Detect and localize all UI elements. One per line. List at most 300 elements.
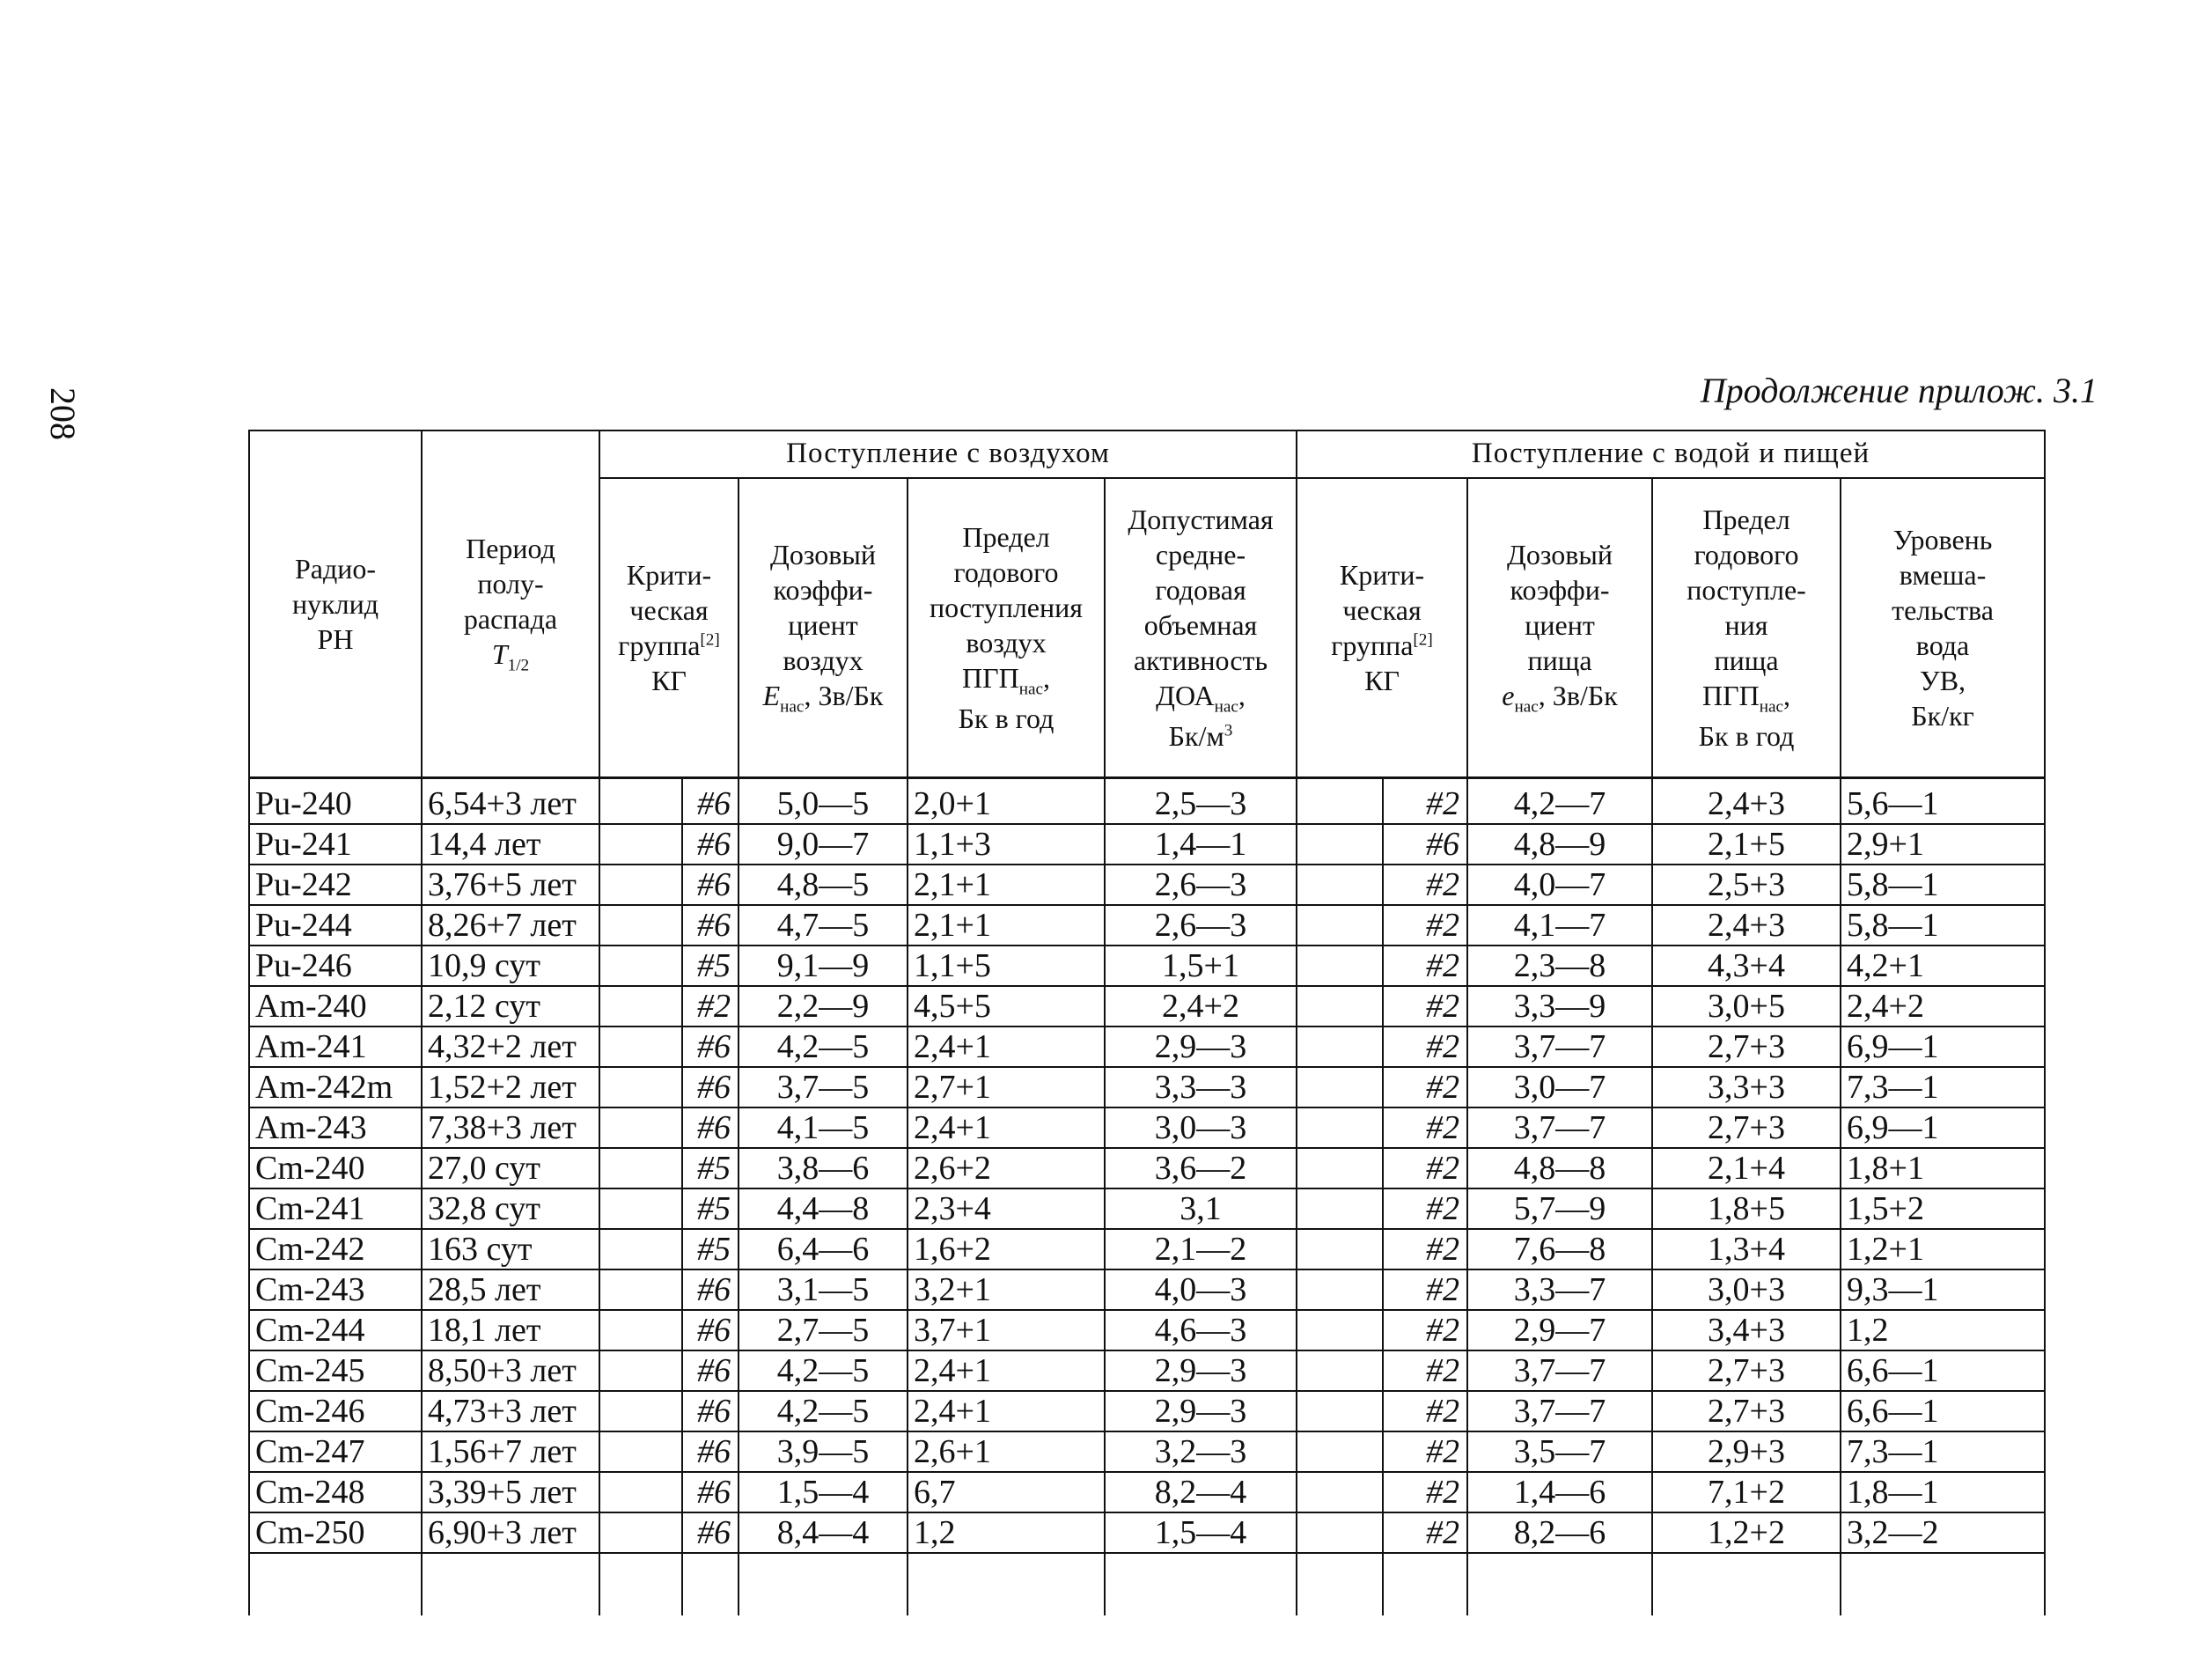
cell-air-dose: 5,0—5 [739, 778, 908, 825]
cell-food-kg: #2 [1383, 1512, 1467, 1553]
cell-air-limit: 2,7+1 [908, 1067, 1105, 1107]
header-air-limit: Предел годового поступления воздух $ПГП_{нас}$, Бк в год [908, 478, 1105, 778]
cell-food-dose: 8,2—6 [1467, 1512, 1652, 1553]
cell-air-kg-gap [599, 1391, 682, 1431]
cell-half-life: 14,4 лет [422, 824, 599, 865]
header-food-kg-l2: ческая [1342, 594, 1422, 626]
cell-food-limit: 3,4+3 [1652, 1310, 1841, 1350]
cell-radionuclide: Pu-241 [249, 824, 422, 865]
cell-air-doa: 3,6—2 [1105, 1148, 1297, 1188]
cell-air-kg-gap [599, 1472, 682, 1512]
cell-food-limit: 7,1+2 [1652, 1472, 1841, 1512]
cell-radionuclide: Cm-241 [249, 1188, 422, 1229]
cell-radionuclide: Cm-243 [249, 1269, 422, 1310]
cell-air-kg: #5 [682, 1188, 739, 1229]
filler-cell [249, 1553, 422, 1615]
cell-radionuclide: Cm-240 [249, 1148, 422, 1188]
filler-cell [1105, 1553, 1297, 1615]
cell-food-kg-gap [1297, 824, 1383, 865]
cell-air-kg: #6 [682, 1269, 739, 1310]
header-radionuclide-l2: нуклид [291, 588, 379, 620]
cell-air-kg-gap [599, 824, 682, 865]
cell-air-dose: 3,8—6 [739, 1148, 908, 1188]
cell-uv: 9,3—1 [1841, 1269, 2045, 1310]
cell-food-kg: #2 [1383, 905, 1467, 946]
table-row [249, 905, 2045, 946]
header-food-limit-l4: ния [1724, 609, 1768, 642]
cell-radionuclide: Pu-244 [249, 905, 422, 946]
header-food-dose-symbol: e [1502, 680, 1515, 712]
cell-air-dose: 4,8—5 [739, 865, 908, 905]
cell-air-kg: #6 [682, 778, 739, 825]
header-air-kg-l2: ческая [629, 594, 709, 626]
cell-food-kg: #2 [1383, 1067, 1467, 1107]
cell-food-kg-gap [1297, 1188, 1383, 1229]
cell-radionuclide: Am-242m [249, 1067, 422, 1107]
cell-air-kg: #5 [682, 946, 739, 986]
cell-food-kg: #2 [1383, 1431, 1467, 1472]
cell-air-kg: #6 [682, 1512, 739, 1553]
cell-food-limit: 2,5+3 [1652, 865, 1841, 905]
cell-air-kg: #6 [682, 1310, 739, 1350]
cell-food-dose: 3,7—7 [1467, 1107, 1652, 1148]
cell-air-kg-gap [599, 865, 682, 905]
cell-uv: 6,6—1 [1841, 1391, 2045, 1431]
filler-cell [1467, 1553, 1652, 1615]
cell-half-life: 3,76+5 лет [422, 865, 599, 905]
cell-air-kg: #6 [682, 824, 739, 865]
cell-air-limit: 2,6+2 [908, 1148, 1105, 1188]
cell-uv: 2,4+2 [1841, 986, 2045, 1026]
header-air-doa-l2: средне- [1155, 539, 1246, 571]
cell-food-kg: #2 [1383, 865, 1467, 905]
cell-food-kg: #2 [1383, 1148, 1467, 1188]
cell-air-kg: #6 [682, 1107, 739, 1148]
cell-uv: 6,9—1 [1841, 1026, 2045, 1067]
cell-air-dose: 4,2—5 [739, 1391, 908, 1431]
cell-food-limit: 4,3+4 [1652, 946, 1841, 986]
header-air-limit-l4: воздух [966, 627, 1047, 659]
cell-food-limit: 2,1+5 [1652, 824, 1841, 865]
header-food-dose-l3: циент [1525, 609, 1595, 642]
cell-air-limit: 3,7+1 [908, 1310, 1105, 1350]
header-uv-l6: Бк/кг [1911, 700, 1974, 732]
cell-half-life: 28,5 лет [422, 1269, 599, 1310]
cell-radionuclide: Cm-246 [249, 1391, 422, 1431]
header-food-dose-l1: Дозовый [1507, 539, 1613, 571]
cell-radionuclide: Cm-244 [249, 1310, 422, 1350]
header-air-doa-l1: Допустимая [1128, 504, 1274, 536]
cell-air-limit: 2,4+1 [908, 1026, 1105, 1067]
cell-half-life: 4,32+2 лет [422, 1026, 599, 1067]
header-air-dose [739, 478, 908, 778]
cell-food-kg: #2 [1383, 1310, 1467, 1350]
cell-food-dose: 4,0—7 [1467, 865, 1652, 905]
filler-cell [908, 1553, 1105, 1615]
cell-food-kg: #2 [1383, 946, 1467, 986]
cell-air-kg-gap [599, 1148, 682, 1188]
cell-air-dose: 4,1—5 [739, 1107, 908, 1148]
header-radionuclide-l1: Радио- [294, 553, 377, 585]
cell-air-limit: 2,4+1 [908, 1391, 1105, 1431]
cell-radionuclide: Pu-242 [249, 865, 422, 905]
header-food-kg-l1: Крити- [1339, 559, 1425, 591]
header-air-dose-sub: нас [780, 697, 805, 717]
table-row [249, 778, 2045, 825]
cell-food-kg: #2 [1383, 1472, 1467, 1512]
header-air-doa-sub: нас [1214, 697, 1238, 717]
cell-uv: 1,5+2 [1841, 1188, 2045, 1229]
table-row [249, 946, 2045, 986]
header-uv-l5: УВ, [1920, 665, 1966, 696]
continuation-caption: Продолжение прилож. 3.1 [1700, 371, 2098, 410]
cell-radionuclide: Pu-246 [249, 946, 422, 986]
table-row [249, 1026, 2045, 1067]
cell-food-limit: 2,7+3 [1652, 1026, 1841, 1067]
cell-air-doa: 2,4+2 [1105, 986, 1297, 1026]
filler-cell [1383, 1553, 1467, 1615]
filler-cell [1652, 1553, 1841, 1615]
filler-cell [599, 1553, 682, 1615]
cell-food-dose: 5,7—9 [1467, 1188, 1652, 1229]
cell-air-doa: 2,1—2 [1105, 1229, 1297, 1269]
table-row [249, 1512, 2045, 1553]
cell-air-kg-gap [599, 1269, 682, 1310]
cell-air-kg-gap [599, 778, 682, 825]
cell-uv: 7,3—1 [1841, 1431, 2045, 1472]
cell-radionuclide: Cm-242 [249, 1229, 422, 1269]
cell-food-kg-gap [1297, 1431, 1383, 1472]
header-half-life-sub: 1/2 [507, 656, 530, 675]
cell-food-dose: 7,6—8 [1467, 1229, 1652, 1269]
header-food-limit-l2: годового [1694, 539, 1799, 571]
cell-air-kg: #6 [682, 905, 739, 946]
header-air-dose-l4: воздух [783, 644, 863, 677]
cell-air-kg-gap [599, 1107, 682, 1148]
cell-air-doa: 2,6—3 [1105, 865, 1297, 905]
header-food-dose-l4: пища [1527, 644, 1592, 677]
cell-half-life: 7,38+3 лет [422, 1107, 599, 1148]
cell-air-kg-gap [599, 905, 682, 946]
table-row [249, 1067, 2045, 1107]
header-uv-l3: тельства [1892, 594, 1994, 626]
cell-air-doa: 8,2—4 [1105, 1472, 1297, 1512]
cell-food-dose: 4,1—7 [1467, 905, 1652, 946]
header-air-kg-l1: Крити- [626, 559, 712, 591]
header-food-limit-l3: поступле- [1687, 574, 1806, 607]
table-row [249, 1188, 2045, 1229]
cell-air-kg: #6 [682, 1391, 739, 1431]
header-air-doa-l3: годовая [1155, 574, 1246, 607]
header-uv-l2: вмеша- [1899, 559, 1987, 591]
cell-air-dose: 2,7—5 [739, 1310, 908, 1350]
header-air-limit-symbol: ПГП [961, 662, 1019, 695]
filler-cell [1841, 1553, 2045, 1615]
cell-air-kg-gap [599, 1026, 682, 1067]
cell-air-doa: 2,9—3 [1105, 1350, 1297, 1391]
cell-food-kg: #2 [1383, 778, 1467, 825]
cell-air-dose: 4,2—5 [739, 1350, 908, 1391]
header-air-dose-symbol: E [762, 680, 781, 712]
cell-radionuclide: Cm-250 [249, 1512, 422, 1553]
cell-uv: 1,8+1 [1841, 1148, 2045, 1188]
cell-food-kg-gap [1297, 1391, 1383, 1431]
cell-air-doa: 2,6—3 [1105, 905, 1297, 946]
cell-food-kg-gap [1297, 1148, 1383, 1188]
cell-uv: 3,2—2 [1841, 1512, 2045, 1553]
cell-uv: 5,6—1 [1841, 778, 2045, 825]
cell-food-limit: 1,3+4 [1652, 1229, 1841, 1269]
header-air-limit-unit: Бк в год [958, 702, 1055, 734]
cell-air-doa: 3,0—3 [1105, 1107, 1297, 1148]
header-half-life-l1: Период [466, 533, 555, 565]
cell-half-life: 2,12 сут [422, 986, 599, 1026]
cell-air-limit: 2,1+1 [908, 905, 1105, 946]
cell-air-kg: #6 [682, 1472, 739, 1512]
cell-food-limit: 3,0+3 [1652, 1269, 1841, 1310]
cell-half-life: 4,73+3 лет [422, 1391, 599, 1431]
header-air-doa-l4: объемная [1143, 609, 1258, 642]
cell-food-limit: 2,9+3 [1652, 1431, 1841, 1472]
header-food-limit: Предел годового поступле- ния пища $ПГП_{нас}$, Бк в год [1652, 478, 1841, 778]
cell-half-life: 32,8 сут [422, 1188, 599, 1229]
radionuclide-table [248, 430, 2046, 1615]
cell-air-doa: 3,1 [1105, 1188, 1297, 1229]
cell-food-kg: #2 [1383, 1229, 1467, 1269]
cell-half-life: 1,52+2 лет [422, 1067, 599, 1107]
header-half-life-l3: распада [463, 603, 558, 636]
header-half-life-symbol: T [491, 638, 508, 671]
header-air-dose-l1: Дозовый [769, 539, 876, 571]
header-air-doa-sup: 3 [1224, 721, 1233, 740]
header-air-dose-unit: , Зв/Бк [804, 680, 884, 712]
cell-food-kg: #2 [1383, 1269, 1467, 1310]
table-row [249, 1107, 2045, 1148]
header-food-kg-sup: [2] [1413, 630, 1433, 650]
cell-air-kg-gap [599, 1067, 682, 1107]
cell-air-dose: 4,7—5 [739, 905, 908, 946]
cell-food-kg-gap [1297, 1067, 1383, 1107]
table-row [249, 1391, 2045, 1431]
cell-air-dose: 2,2—9 [739, 986, 908, 1026]
cell-air-kg: #6 [682, 1067, 739, 1107]
cell-air-dose: 4,4—8 [739, 1188, 908, 1229]
cell-air-dose: 8,4—4 [739, 1512, 908, 1553]
cell-food-limit: 2,7+3 [1652, 1391, 1841, 1431]
cell-air-dose: 3,1—5 [739, 1269, 908, 1310]
cell-air-limit: 2,1+1 [908, 865, 1105, 905]
cell-air-kg: #5 [682, 1148, 739, 1188]
header-food-kg-abbr: КГ [1364, 665, 1400, 696]
cell-uv: 1,2 [1841, 1310, 2045, 1350]
header-half-life-l2: полу- [477, 568, 544, 600]
header-food-dose-sub: нас [1514, 697, 1539, 717]
cell-food-kg-gap [1297, 1350, 1383, 1391]
cell-uv: 7,3—1 [1841, 1067, 2045, 1107]
header-air-doa-l5: активность [1133, 644, 1268, 677]
header-uv-l4: вода [1915, 629, 1970, 661]
cell-uv: 6,9—1 [1841, 1107, 2045, 1148]
cell-air-dose: 6,4—6 [739, 1229, 908, 1269]
cell-air-dose: 4,2—5 [739, 1026, 908, 1067]
header-radionuclide [249, 430, 422, 778]
cell-air-limit: 1,6+2 [908, 1229, 1105, 1269]
cell-radionuclide: Pu-240 [249, 778, 422, 825]
cell-food-dose: 4,8—8 [1467, 1148, 1652, 1188]
header-food-dose-l2: коэффи- [1510, 574, 1610, 607]
cell-radionuclide: Cm-248 [249, 1472, 422, 1512]
cell-uv: 1,2+1 [1841, 1229, 2045, 1269]
cell-food-dose: 3,7—7 [1467, 1026, 1652, 1067]
header-air-kg-sup: [2] [700, 630, 720, 650]
cell-uv: 5,8—1 [1841, 905, 2045, 946]
header-food-kg [1297, 478, 1467, 778]
cell-half-life: 3,39+5 лет [422, 1472, 599, 1512]
cell-radionuclide: Am-243 [249, 1107, 422, 1148]
cell-food-kg-gap [1297, 865, 1383, 905]
header-air-doa-symbol: ДОА [1156, 680, 1215, 712]
cell-air-dose: 1,5—4 [739, 1472, 908, 1512]
header-half-life [422, 430, 599, 778]
cell-radionuclide: Am-241 [249, 1026, 422, 1067]
cell-air-kg: #6 [682, 865, 739, 905]
header-air-dose-l3: циент [788, 609, 858, 642]
cell-food-dose: 2,3—8 [1467, 946, 1652, 986]
cell-food-kg-gap [1297, 1512, 1383, 1553]
cell-air-doa: 4,6—3 [1105, 1310, 1297, 1350]
cell-air-limit: 2,4+1 [908, 1350, 1105, 1391]
table-body [249, 778, 2045, 1616]
cell-air-limit: 2,3+4 [908, 1188, 1105, 1229]
cell-food-dose: 3,0—7 [1467, 1067, 1652, 1107]
cell-air-doa: 2,9—3 [1105, 1391, 1297, 1431]
cell-food-dose: 3,5—7 [1467, 1431, 1652, 1472]
cell-air-dose: 9,1—9 [739, 946, 908, 986]
cell-air-dose: 3,9—5 [739, 1431, 908, 1472]
header-air-limit-l1: Предел [962, 521, 1050, 554]
cell-food-limit: 3,3+3 [1652, 1067, 1841, 1107]
cell-half-life: 10,9 сут [422, 946, 599, 986]
cell-half-life: 1,56+7 лет [422, 1431, 599, 1472]
table-filler-row [249, 1553, 2045, 1615]
cell-food-limit: 2,1+4 [1652, 1148, 1841, 1188]
cell-air-doa: 1,5+1 [1105, 946, 1297, 986]
header-food-limit-sub: нас [1759, 697, 1784, 717]
header-air-limit-sub: нас [1018, 680, 1044, 699]
table-row [249, 824, 2045, 865]
header-air-kg-l3: группа [618, 629, 701, 661]
table-row [249, 1229, 2045, 1269]
cell-food-kg-gap [1297, 1026, 1383, 1067]
cell-air-kg: #5 [682, 1229, 739, 1269]
cell-air-limit: 2,4+1 [908, 1107, 1105, 1148]
cell-food-limit: 2,4+3 [1652, 905, 1841, 946]
header-air-group: Поступление с воздухом [599, 430, 1297, 478]
filler-cell [682, 1553, 739, 1615]
cell-food-dose: 3,3—9 [1467, 986, 1652, 1026]
cell-food-kg: #2 [1383, 1391, 1467, 1431]
table-row [249, 986, 2045, 1026]
cell-air-limit: 1,2 [908, 1512, 1105, 1553]
header-uv-l1: Уровень [1892, 524, 1993, 556]
cell-air-limit: 3,2+1 [908, 1269, 1105, 1310]
cell-air-kg-gap [599, 1188, 682, 1229]
cell-food-limit: 1,8+5 [1652, 1188, 1841, 1229]
cell-air-doa: 2,5—3 [1105, 778, 1297, 825]
cell-air-kg-gap [599, 1310, 682, 1350]
cell-half-life: 8,26+7 лет [422, 905, 599, 946]
cell-half-life: 8,50+3 лет [422, 1350, 599, 1391]
cell-half-life: 18,1 лет [422, 1310, 599, 1350]
cell-half-life: 163 сут [422, 1229, 599, 1269]
cell-uv: 5,8—1 [1841, 865, 2045, 905]
header-air-doa-unit: Бк/м [1168, 719, 1224, 752]
header-radionuclide-l3: РН [317, 623, 354, 655]
table-row [249, 1431, 2045, 1472]
cell-air-doa: 1,4—1 [1105, 824, 1297, 865]
cell-food-limit: 2,7+3 [1652, 1350, 1841, 1391]
cell-air-kg-gap [599, 1229, 682, 1269]
cell-uv: 1,8—1 [1841, 1472, 2045, 1512]
cell-radionuclide: Cm-247 [249, 1431, 422, 1472]
header-food-dose-unit: , Зв/Бк [1538, 680, 1618, 712]
table-row [249, 1148, 2045, 1188]
cell-food-kg-gap [1297, 1310, 1383, 1350]
header-air-limit-l2: годового [953, 556, 1059, 589]
table-row [249, 1350, 2045, 1391]
header-food-dose [1467, 478, 1652, 778]
header-air-dose-l2: коэффи- [773, 574, 873, 607]
cell-food-kg: #2 [1383, 1188, 1467, 1229]
cell-food-dose: 3,7—7 [1467, 1350, 1652, 1391]
cell-uv: 4,2+1 [1841, 946, 2045, 986]
table-row [249, 1310, 2045, 1350]
cell-air-kg: #6 [682, 1026, 739, 1067]
cell-uv: 6,6—1 [1841, 1350, 2045, 1391]
cell-food-limit: 2,4+3 [1652, 778, 1841, 825]
cell-half-life: 27,0 сут [422, 1148, 599, 1188]
cell-air-limit: 1,1+3 [908, 824, 1105, 865]
cell-air-doa: 2,9—3 [1105, 1026, 1297, 1067]
cell-food-limit: 3,0+5 [1652, 986, 1841, 1026]
radionuclide-table-wrap [248, 430, 2044, 1574]
cell-food-kg-gap [1297, 1472, 1383, 1512]
header-air-doa: Допустимая средне- годовая объемная активность $ДОА_{нас}$, $Бк/м^3$ [1105, 478, 1297, 778]
cell-air-kg: #6 [682, 1350, 739, 1391]
cell-air-doa: 3,2—3 [1105, 1431, 1297, 1472]
cell-food-dose: 3,3—7 [1467, 1269, 1652, 1310]
cell-air-kg-gap [599, 946, 682, 986]
cell-half-life: 6,90+3 лет [422, 1512, 599, 1553]
cell-air-dose: 3,7—5 [739, 1067, 908, 1107]
filler-cell [739, 1553, 908, 1615]
filler-cell [1297, 1553, 1383, 1615]
cell-food-kg: #2 [1383, 1026, 1467, 1067]
cell-air-kg-gap [599, 1512, 682, 1553]
filler-cell [422, 1553, 599, 1615]
header-food-limit-unit: Бк в год [1698, 719, 1795, 752]
cell-air-kg: #6 [682, 1431, 739, 1472]
cell-air-kg-gap [599, 986, 682, 1026]
cell-food-kg: #2 [1383, 986, 1467, 1026]
cell-food-kg-gap [1297, 905, 1383, 946]
cell-air-limit: 6,7 [908, 1472, 1105, 1512]
cell-food-kg-gap [1297, 1269, 1383, 1310]
cell-air-kg-gap [599, 1431, 682, 1472]
page-number: 208 [43, 387, 83, 440]
cell-uv: 2,9+1 [1841, 824, 2045, 865]
cell-food-kg-gap [1297, 1229, 1383, 1269]
